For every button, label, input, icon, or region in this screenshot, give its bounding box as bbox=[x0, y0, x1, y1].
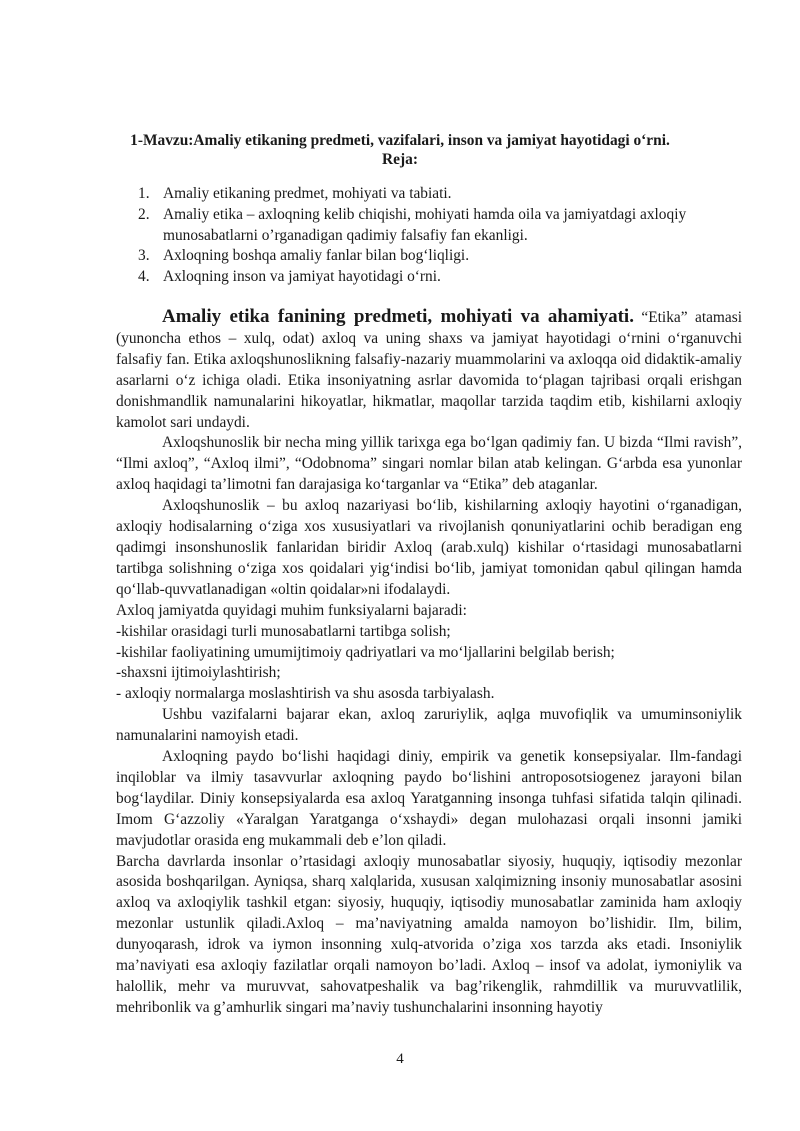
paragraph-text: “Etika” atamasi (yunoncha ethos – xulq, odat) axloq va uning shaxs va jamiyat hayotidagi o‘rnini o‘rganuvchi falsafiy fan. Etika axloqshunoslikning falsafiy-nazariy muammolarini va axloqqa oid didaktik-amaliy asarlarni o‘z ichiga oladi. Etika insoniyatning asrlar davomida to‘plagan tajribasi orqali erishgan donishmandlik namunalarini hikoyatlar, hikmatlar, maqollar tarzida taqdim etib, kishilarni axloqiy kamolot sari undaydi. bbox=[116, 309, 742, 431]
topic-title-line: 1-Mavzu:Amaliy etikaning predmeti, vazifalari, inson va jamiyat hayotidagi o‘rni. bbox=[130, 132, 670, 149]
plan-item-number: 1. bbox=[138, 185, 150, 202]
body-paragraph bbox=[116, 307, 742, 433]
function-list-item: - axloqiy normalarga moslashtirish va shu asosda tarbiyalash. bbox=[116, 685, 495, 703]
plan-heading: Reja: bbox=[382, 150, 418, 168]
plan-item-number: 3. bbox=[138, 247, 150, 265]
topic-title bbox=[0, 132, 800, 169]
plan-item-number: 4. bbox=[138, 268, 150, 286]
body-paragraph: Barcha davrlarda insonlar o’rtasidagi axloqiy munosabatlar siyosiy, huquqiy, iqtisodiy mezonlar asosida boshqarilgan. Ayniqsa, sharq xalqlarida, xususan xalqimizning insoniy munosabatlar asosini axloq va axloqiylik tashkil etgan: siyosiy, huquqiy, iqtisodiy munosabatlar zaminida ham axloqiy mezonlar ustunlik qiladi.Axloq – ma’naviyatning amalda namoyon bo’lishidir. Ilm, bilim, dunyoqarash, idrok va iymon insonning xulq-atvorida o’ziga xos tarzda aks etadi. Insoniylik ma’naviyati esa axloqiy fazilatlar orqali namoyon bo’ladi. Axloq – insof va adolat, iymoniylik va halollik, mehr va muruvvat, sahovatpeshalik va bag’rikenglik, rahmdillik va muruvvatlilik, mehribonlik va g’amhurlik singari ma’naviy tushunchalarini insonning hayotiy bbox=[116, 852, 742, 1016]
body-paragraph: Axloqning paydo bo‘lishi haqidagi diniy, empirik va genetik konsepsiyalar. Ilm-fandagi inqiloblar va ilmiy tasavvurlar axloqning paydo bo‘lishini antroposotsiogenez jarayoni bilan bog‘laydilar. Diniy konsepsiyalarda esa axloq Yaratganning insonga tuhfasi sifatida talqin qilinadi. Imom G‘azzoliy «Yaralgan Yaratganga o‘xshaydi» degan mulohazasi orqali insonni jamiki mavjudotlar orasida eng mukammali deb e’lon qiladi. bbox=[116, 748, 742, 849]
plan-item bbox=[116, 267, 746, 288]
plan-item bbox=[116, 184, 746, 205]
plan-item bbox=[116, 205, 746, 247]
document-body bbox=[116, 307, 742, 1019]
plan-item-text: Axloqning inson va jamiyat hayotidagi o‘rni. bbox=[163, 268, 441, 286]
page-number: 4 bbox=[396, 1051, 404, 1067]
plan-list bbox=[116, 184, 746, 288]
section-heading: Amaliy etika fanining predmeti, mohiyati va ahamiyati. bbox=[162, 306, 634, 327]
plan-item-number: 2. bbox=[138, 205, 150, 223]
function-list-item: -kishilar faoliyatining umumijtimoiy qadriyatlari va mo‘ljallarini belgilab berish; bbox=[116, 643, 615, 661]
body-paragraph: Axloqshunoslik bir necha ming yillik tarixga ega bo‘lgan qadimiy fan. U bizda “Ilmi ravish”, “Ilmi axloq”, “Axloq ilmi”, “Odobnoma” singari nomlar bilan atab kelingan. G‘arbda esa yunonlar axloq haqidagi ta’limotni fan darajasiga ko‘targanlar va “Etika” deb ataganlar. bbox=[116, 434, 742, 494]
function-list-item: -shaxsni ijtimoiylashtirish; bbox=[116, 664, 281, 682]
plan-item-text: Amaliy etikaning predmet, mohiyati va tabiati. bbox=[163, 185, 452, 202]
body-paragraph: Axloqshunoslik – bu axloq nazariyasi bo‘lib, kishilarning axloqiy hayotini o‘rganadigan, axloqiy hodisalarning o‘ziga xos xususiyatlari va rivojlanish qonuniyatlarini ochib beradigan eng qadimgi insonshunoslik fanlaridan biridir Axloq (arab.xulq) kishilar o‘rtasidagi munosabatlarni tartibga solishning o‘ziga xos qoidalari yig‘indisi bo‘lib, jamiyat tomonidan qabul qilingan hamda qo‘llab-quvvatlanadigan «oltin qoidalar»ni ifodalaydi. bbox=[116, 497, 742, 598]
plan-item-text: Axloqning boshqa amaliy fanlar bilan bog‘liqligi. bbox=[163, 247, 470, 265]
body-paragraph: Ushbu vazifalarni bajarar ekan, axloq zaruriylik, aqlga muvofiqlik va umuminsoniylik namunalarini namoyish etadi. bbox=[116, 706, 742, 745]
plan-item-text: Amaliy etika – axloqning kelib chiqishi, mohiyati hamda oila va jamiyatdagi axloqiy munosabatlarni o’rganadigan qadimiy falsafiy fan ekanligi. bbox=[163, 205, 687, 244]
plan-item bbox=[116, 246, 746, 267]
body-paragraph: Axloq jamiyatda quyidagi muhim funksiyalarni bajaradi: bbox=[116, 601, 467, 619]
function-list-item: -kishilar orasidagi turli munosabatlarni tartibga solish; bbox=[116, 622, 451, 640]
